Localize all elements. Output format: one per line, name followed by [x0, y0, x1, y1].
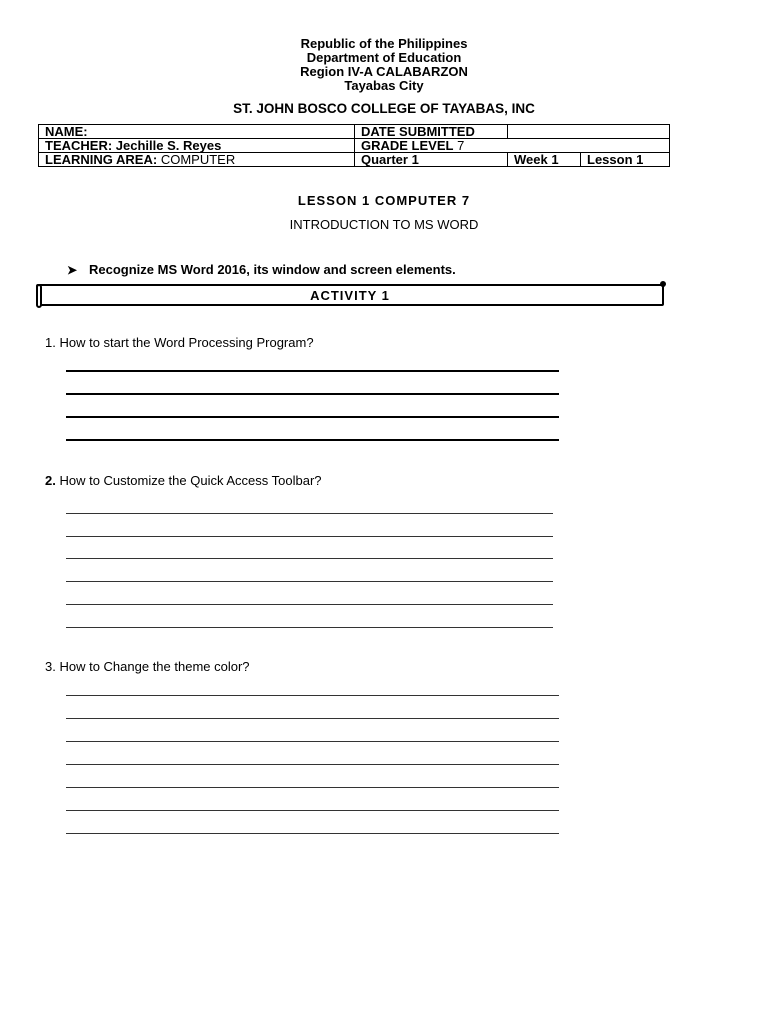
- teacher-label: TEACHER:: [45, 138, 113, 153]
- school-name: ST. JOHN BOSCO COLLEGE OF TAYABAS, INC: [233, 101, 535, 116]
- learning-area-value: COMPUTER: [160, 152, 236, 167]
- question-text: How to Change the theme color?: [59, 659, 250, 674]
- header-department: Department of Education: [306, 50, 462, 65]
- activity-title: ACTIVITY 1: [310, 288, 390, 303]
- question-text: How to Customize the Quick Access Toolbar?: [59, 473, 322, 488]
- answer-line[interactable]: [66, 695, 559, 696]
- header-region: Region IV-A CALABARZON: [300, 64, 468, 79]
- header-city: Tayabas City: [344, 78, 424, 93]
- answer-line[interactable]: [66, 741, 559, 742]
- answer-line[interactable]: [66, 370, 559, 372]
- name-label: NAME:: [45, 124, 88, 139]
- learning-objective: [67, 262, 456, 277]
- name-cell[interactable]: [39, 125, 355, 139]
- answer-line[interactable]: [66, 393, 559, 395]
- answer-line[interactable]: [66, 810, 559, 811]
- scroll-left-cap-icon: [36, 284, 42, 308]
- week-cell: Week 1: [508, 153, 581, 167]
- question-number: 1.: [45, 335, 56, 350]
- teacher-value: Jechille S. Reyes: [115, 138, 222, 153]
- activity-banner: [36, 284, 664, 306]
- lesson-title: LESSON 1 COMPUTER 7: [297, 193, 471, 208]
- learning-area-cell: [39, 153, 355, 167]
- quarter-cell: Quarter 1: [355, 153, 508, 167]
- grade-level-cell: [355, 139, 670, 153]
- grade-level-value: 7: [457, 138, 465, 153]
- question-text: How to start the Word Processing Program?: [59, 335, 314, 350]
- answer-line[interactable]: [66, 558, 553, 559]
- answer-line[interactable]: [66, 513, 553, 514]
- question-number: 2.: [45, 473, 56, 488]
- teacher-cell: [39, 139, 355, 153]
- answer-line[interactable]: [66, 604, 553, 605]
- question-2: [45, 473, 322, 488]
- date-submitted-label: DATE SUBMITTED: [355, 125, 508, 139]
- date-submitted-value[interactable]: [508, 125, 670, 139]
- question-3: [45, 659, 250, 674]
- answer-line[interactable]: [66, 718, 559, 719]
- question-number: 3.: [45, 659, 56, 674]
- answer-line[interactable]: [66, 833, 559, 834]
- answer-line[interactable]: [66, 536, 553, 537]
- lesson-subtitle: INTRODUCTION TO MS WORD: [289, 217, 479, 232]
- header-republic: Republic of the Philippines: [300, 36, 468, 51]
- objective-text: Recognize MS Word 2016, its window and screen elements.: [89, 262, 456, 277]
- lesson-cell: Lesson 1: [581, 153, 670, 167]
- scroll-right-curl-icon: [660, 281, 666, 287]
- answer-line[interactable]: [66, 764, 559, 765]
- answer-line[interactable]: [66, 627, 553, 628]
- question-1: [45, 335, 314, 350]
- student-info-table: [38, 124, 670, 167]
- learning-area-label: LEARNING AREA:: [45, 152, 158, 167]
- arrow-bullet-icon: ➤: [67, 263, 78, 277]
- answer-line[interactable]: [66, 439, 559, 441]
- answer-line[interactable]: [66, 416, 559, 418]
- grade-level-label: GRADE LEVEL: [361, 138, 454, 153]
- answer-line[interactable]: [66, 581, 553, 582]
- answer-line[interactable]: [66, 787, 559, 788]
